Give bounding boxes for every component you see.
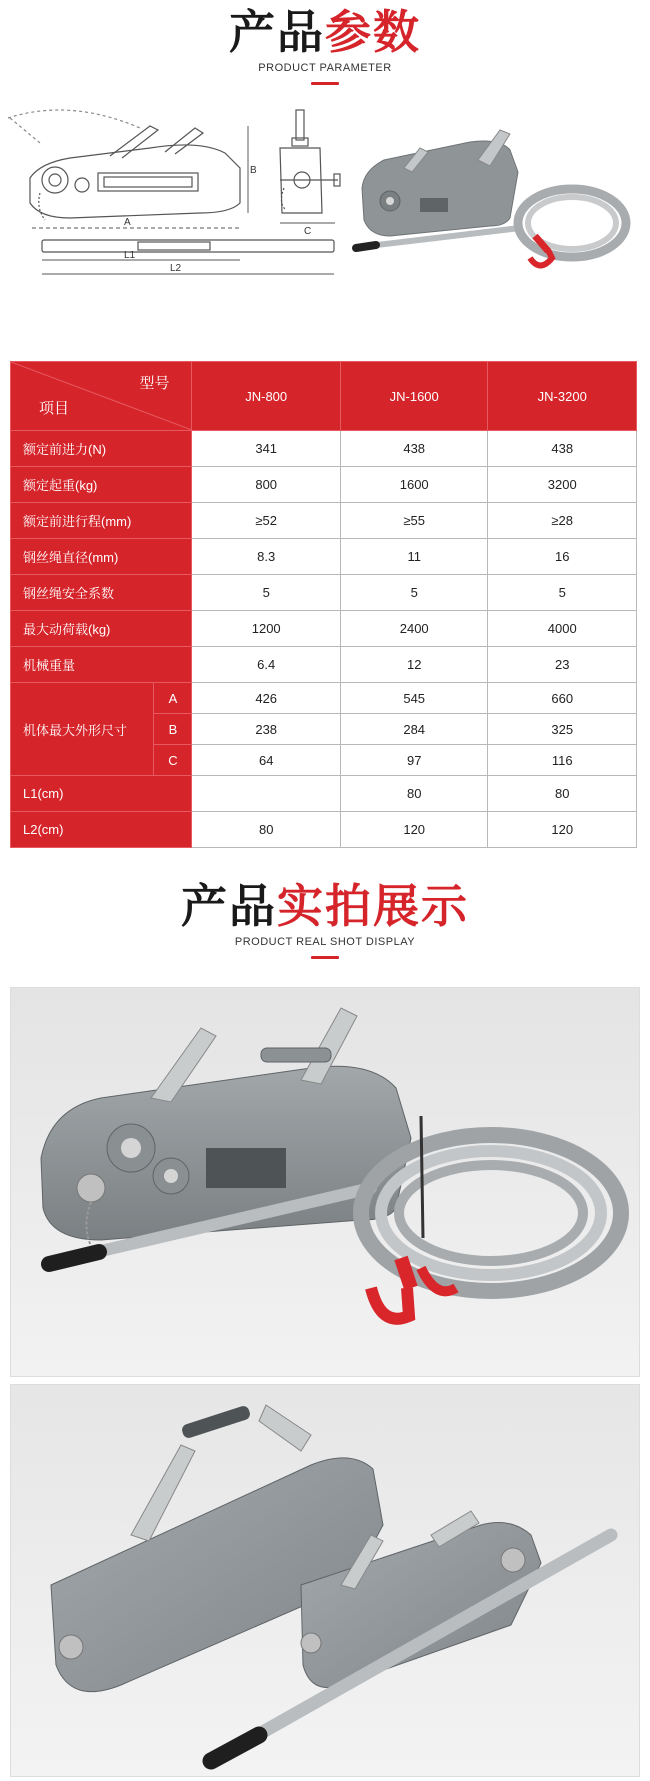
table-cell: 12 [340, 647, 488, 683]
table-row [11, 776, 637, 812]
table-cell: ≥28 [488, 503, 637, 539]
row-label: 钢丝绳安全系数 [11, 575, 192, 611]
dim-label-c: C [304, 226, 312, 237]
corner-item-label: 项目 [39, 400, 70, 417]
table-row [11, 683, 637, 714]
table-cell: 80 [340, 776, 488, 812]
two-winches-illustration [11, 1385, 639, 1776]
row-label: L1(cm) [11, 776, 192, 812]
table-cell: ≥55 [340, 503, 488, 539]
table-row [11, 467, 637, 503]
table-cell: 23 [488, 647, 637, 683]
table-cell: 5 [340, 575, 488, 611]
table-corner-cell [11, 362, 192, 431]
row-label: 钢丝绳直径(mm) [11, 539, 192, 575]
corner-model-label: 型号 [139, 375, 170, 392]
dim-label-l1: L1 [124, 250, 136, 261]
model-header: JN-800 [192, 362, 341, 431]
table-cell: 6.4 [192, 647, 341, 683]
row-label: 机械重量 [11, 647, 192, 683]
dim-label-l2: L2 [170, 263, 182, 274]
table-row [11, 647, 637, 683]
table-row [11, 812, 637, 848]
table-cell: 2400 [340, 611, 488, 647]
product-photo-1 [10, 987, 640, 1377]
table-cell: 238 [192, 714, 341, 745]
dim-label-b: B [250, 165, 257, 176]
section-subtitle: PRODUCT REAL SHOT DISPLAY [234, 936, 416, 948]
table-row [11, 503, 637, 539]
table-cell: 11 [340, 539, 488, 575]
accent-bar [311, 956, 339, 959]
dim-sub-label: C [154, 745, 192, 776]
table-cell: 80 [488, 776, 637, 812]
table-cell: 120 [488, 812, 637, 848]
table-cell: 800 [192, 467, 341, 503]
table-cell: 3200 [488, 467, 637, 503]
section-header-real-shot [0, 878, 650, 959]
winch-with-rope-illustration [11, 988, 639, 1376]
table-cell: 1200 [192, 611, 341, 647]
section-subtitle: PRODUCT PARAMETER [258, 62, 392, 74]
table-row [11, 575, 637, 611]
row-label: 额定起重(kg) [11, 467, 192, 503]
table-cell: 8.3 [192, 539, 341, 575]
dim-sub-label: B [154, 714, 192, 745]
dims-group-label: 机体最大外形尺寸 [11, 683, 154, 776]
table-cell: 16 [488, 539, 637, 575]
product-photo-2 [10, 1384, 640, 1777]
table-cell: 438 [488, 431, 637, 467]
table-cell: 120 [340, 812, 488, 848]
table-cell: 97 [340, 745, 488, 776]
row-label: 额定前进力(N) [11, 431, 192, 467]
table-cell: 4000 [488, 611, 637, 647]
title-dark-part: 产品 [229, 5, 325, 59]
title-dark-part: 产品 [181, 879, 277, 933]
table-cell: 64 [192, 745, 341, 776]
title-red-part: 实拍展示 [277, 879, 469, 933]
row-label: 最大动荷载(kg) [11, 611, 192, 647]
accent-bar [311, 82, 339, 85]
spec-table [10, 361, 637, 848]
table-cell: 426 [192, 683, 341, 714]
product-photo-small [356, 130, 626, 266]
dim-label-a: A [124, 217, 131, 228]
title-red-part: 参数 [325, 5, 421, 59]
table-row [11, 539, 637, 575]
table-cell: 116 [488, 745, 637, 776]
dim-sub-label: A [154, 683, 192, 714]
table-cell: 660 [488, 683, 637, 714]
technical-drawing [0, 108, 650, 340]
row-label: 额定前进行程(mm) [11, 503, 192, 539]
table-cell: ≥52 [192, 503, 341, 539]
model-header: JN-3200 [488, 362, 637, 431]
table-cell: 325 [488, 714, 637, 745]
section-title [0, 4, 650, 60]
table-row [11, 611, 637, 647]
table-cell: 5 [488, 575, 637, 611]
table-cell [192, 776, 341, 812]
row-label: L2(cm) [11, 812, 192, 848]
side-view-drawing [8, 110, 248, 228]
table-cell: 1600 [340, 467, 488, 503]
table-cell: 341 [192, 431, 341, 467]
table-cell: 545 [340, 683, 488, 714]
table-cell: 284 [340, 714, 488, 745]
section-header-parameter [0, 4, 650, 85]
table-row [11, 431, 637, 467]
table-cell: 5 [192, 575, 341, 611]
section-title [0, 878, 650, 934]
table-cell: 80 [192, 812, 341, 848]
table-cell: 438 [340, 431, 488, 467]
model-header: JN-1600 [340, 362, 488, 431]
front-view-drawing [280, 110, 340, 223]
handle-drawing [42, 240, 334, 274]
table-header-row [11, 362, 637, 431]
